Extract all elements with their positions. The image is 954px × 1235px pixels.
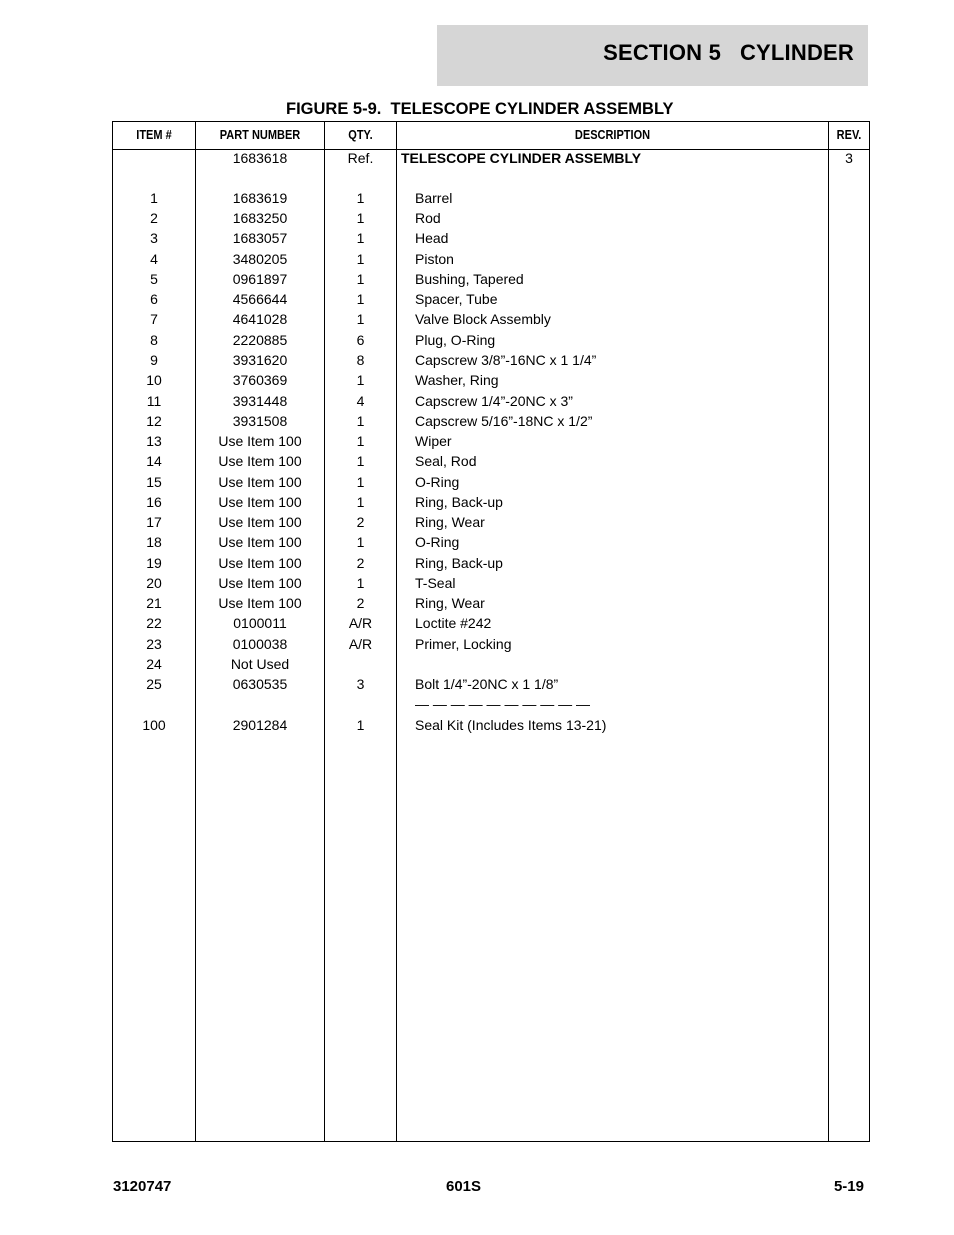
item-cell: 100 bbox=[142, 717, 166, 733]
table-row bbox=[113, 391, 869, 411]
part-number-cell: Use Item 100 bbox=[218, 555, 302, 571]
qty-cell: 1 bbox=[356, 717, 365, 733]
description-cell: Ring, Back-up bbox=[415, 494, 503, 510]
part-number-cell: 3931508 bbox=[232, 413, 288, 429]
part-number-cell: Use Item 100 bbox=[218, 514, 302, 530]
table-row bbox=[113, 634, 869, 654]
description-cell: Plug, O-Ring bbox=[415, 332, 496, 348]
item-cell: 1 bbox=[150, 190, 158, 206]
description-cell: Capscrew 5/16”-18NC x 1/2” bbox=[415, 413, 593, 429]
table-row bbox=[113, 694, 869, 714]
rev-cell: 3 bbox=[845, 150, 853, 166]
qty-cell: 1 bbox=[356, 494, 365, 510]
item-cell: 24 bbox=[146, 656, 162, 672]
qty-cell: 1 bbox=[356, 413, 365, 429]
part-number-cell: 3760369 bbox=[232, 372, 288, 388]
table-row bbox=[113, 289, 869, 309]
part-number-cell: 3931620 bbox=[232, 352, 288, 368]
description-cell: Valve Block Assembly bbox=[415, 311, 551, 327]
qty-cell: 1 bbox=[356, 433, 365, 449]
table-row bbox=[113, 228, 869, 248]
description-cell: Head bbox=[415, 230, 449, 246]
part-number-cell: 2220885 bbox=[232, 332, 288, 348]
qty-cell: A/R bbox=[348, 615, 373, 631]
description-cell: Seal Kit (Includes Items 13-21) bbox=[415, 717, 607, 733]
qty-cell: 2 bbox=[356, 555, 365, 571]
qty-cell: 1 bbox=[356, 291, 365, 307]
item-cell: 25 bbox=[146, 676, 162, 692]
table-row bbox=[113, 573, 869, 593]
description-cell: Ring, Back-up bbox=[415, 555, 503, 571]
footer-page-number: 5-19 bbox=[833, 1178, 864, 1195]
item-cell: 14 bbox=[146, 453, 162, 469]
part-number-cell: Use Item 100 bbox=[218, 534, 302, 550]
part-number-cell: 0100011 bbox=[233, 615, 287, 631]
item-cell: 5 bbox=[150, 271, 158, 287]
table-row bbox=[113, 431, 869, 451]
description-cell: Ring, Wear bbox=[415, 514, 485, 530]
item-cell: 15 bbox=[146, 474, 162, 490]
qty-cell: 1 bbox=[356, 190, 365, 206]
item-cell: 8 bbox=[150, 332, 158, 348]
item-cell: 20 bbox=[146, 575, 162, 591]
item-cell: 12 bbox=[146, 413, 162, 429]
table-row bbox=[113, 269, 869, 289]
part-number-cell: Use Item 100 bbox=[218, 575, 302, 591]
description-cell: O-Ring bbox=[415, 474, 460, 490]
column-header-part-number: PART NUMBER bbox=[219, 128, 301, 142]
part-number-cell: Use Item 100 bbox=[218, 494, 302, 510]
description-cell: Ring, Wear bbox=[415, 595, 485, 611]
table-row bbox=[113, 188, 869, 208]
item-cell: 2 bbox=[150, 210, 158, 226]
table-row bbox=[113, 330, 869, 350]
table-row bbox=[113, 451, 869, 471]
part-number-cell: 1683250 bbox=[232, 210, 288, 226]
table-row bbox=[113, 532, 869, 552]
part-number-cell: 3931448 bbox=[232, 393, 288, 409]
qty-cell: 1 bbox=[356, 534, 365, 550]
description-cell: — — — — — — — — — — bbox=[415, 696, 591, 712]
description-cell: Spacer, Tube bbox=[415, 291, 498, 307]
description-cell: Seal, Rod bbox=[415, 453, 477, 469]
qty-cell: 2 bbox=[356, 514, 365, 530]
item-cell: 17 bbox=[146, 514, 162, 530]
item-cell: 13 bbox=[146, 433, 162, 449]
description-cell: Piston bbox=[415, 251, 454, 267]
item-cell: 7 bbox=[150, 311, 158, 327]
part-number-cell: 4566644 bbox=[232, 291, 288, 307]
item-cell: 4 bbox=[150, 251, 158, 267]
part-number-cell: Use Item 100 bbox=[218, 474, 302, 490]
column-header-rev: REV. bbox=[836, 128, 862, 142]
section-header-band bbox=[437, 25, 868, 86]
qty-cell: 4 bbox=[356, 393, 365, 409]
qty-cell: 2 bbox=[356, 595, 365, 611]
qty-cell: 1 bbox=[356, 311, 365, 327]
part-number-cell: 2901284 bbox=[232, 717, 288, 733]
section-title: SECTION 5 CYLINDER bbox=[603, 40, 854, 65]
item-cell: 9 bbox=[150, 352, 158, 368]
part-number-cell: 1683057 bbox=[232, 230, 288, 246]
table-row bbox=[113, 715, 869, 735]
part-number-cell: 0630535 bbox=[232, 676, 288, 692]
qty-cell: 3 bbox=[356, 676, 365, 692]
item-cell: 23 bbox=[146, 636, 162, 652]
item-cell: 21 bbox=[146, 595, 162, 611]
table-row bbox=[113, 492, 869, 512]
table-row bbox=[113, 148, 869, 168]
column-header-qty: QTY. bbox=[348, 128, 373, 142]
qty-cell: 1 bbox=[356, 372, 365, 388]
table-row bbox=[113, 309, 869, 329]
qty-cell: 1 bbox=[356, 210, 365, 226]
description-cell: Bushing, Tapered bbox=[415, 271, 524, 287]
qty-cell: 1 bbox=[356, 271, 365, 287]
table-row bbox=[113, 553, 869, 573]
description-cell: Capscrew 3/8”-16NC x 1 1/4” bbox=[415, 352, 597, 368]
column-header-description: DESCRIPTION bbox=[574, 128, 651, 142]
parts-table bbox=[112, 121, 870, 1142]
item-cell: 18 bbox=[146, 534, 162, 550]
item-cell: 6 bbox=[150, 291, 158, 307]
part-number-cell: 4641028 bbox=[232, 311, 288, 327]
figure-title: FIGURE 5-9. TELESCOPE CYLINDER ASSEMBLY bbox=[286, 100, 674, 118]
description-cell: Capscrew 1/4”-20NC x 3” bbox=[415, 393, 573, 409]
part-number-cell: Use Item 100 bbox=[218, 433, 302, 449]
description-cell: Wiper bbox=[415, 433, 452, 449]
qty-cell: 1 bbox=[356, 575, 365, 591]
description-cell: TELESCOPE CYLINDER ASSEMBLY bbox=[401, 150, 642, 166]
table-row bbox=[113, 613, 869, 633]
part-number-cell: 3480205 bbox=[232, 251, 288, 267]
part-number-cell: Use Item 100 bbox=[218, 595, 302, 611]
item-cell: 3 bbox=[150, 230, 158, 246]
table-row bbox=[113, 593, 869, 613]
qty-cell: 6 bbox=[356, 332, 365, 348]
qty-cell: 1 bbox=[356, 474, 365, 490]
table-row bbox=[113, 654, 869, 674]
part-number-cell: Not Used bbox=[230, 656, 290, 672]
description-cell: Rod bbox=[415, 210, 441, 226]
item-cell: 19 bbox=[146, 555, 162, 571]
description-cell: Primer, Locking bbox=[415, 636, 512, 652]
description-cell: Washer, Ring bbox=[415, 372, 499, 388]
qty-cell: 1 bbox=[356, 453, 365, 469]
table-row bbox=[113, 370, 869, 390]
item-cell: 11 bbox=[146, 393, 162, 409]
qty-cell: A/R bbox=[348, 636, 373, 652]
qty-cell: 1 bbox=[356, 230, 365, 246]
column-header-item: ITEM # bbox=[136, 128, 172, 142]
item-cell: 22 bbox=[146, 615, 162, 631]
table-row bbox=[113, 350, 869, 370]
footer-model: 601S bbox=[446, 1178, 482, 1195]
qty-cell: 1 bbox=[356, 251, 365, 267]
qty-cell: 8 bbox=[356, 352, 365, 368]
item-cell: 10 bbox=[146, 372, 162, 388]
part-number-cell: 0961897 bbox=[232, 271, 288, 287]
table-row bbox=[113, 249, 869, 269]
part-number-cell: Use Item 100 bbox=[218, 453, 302, 469]
description-cell: O-Ring bbox=[415, 534, 460, 550]
qty-cell: Ref. bbox=[347, 150, 374, 166]
footer-document-number: 3120747 bbox=[113, 1178, 172, 1195]
description-cell: T-Seal bbox=[415, 575, 456, 591]
table-row bbox=[113, 674, 869, 694]
table-row bbox=[113, 472, 869, 492]
part-number-cell: 0100038 bbox=[232, 636, 288, 652]
part-number-cell: 1683619 bbox=[232, 190, 288, 206]
description-cell: Loctite #242 bbox=[415, 615, 492, 631]
table-row bbox=[113, 512, 869, 532]
table-row bbox=[113, 208, 869, 228]
description-cell: Barrel bbox=[415, 190, 453, 206]
description-cell: Bolt 1/4”-20NC x 1 1/8” bbox=[415, 676, 559, 692]
part-number-cell: 1683618 bbox=[232, 150, 288, 166]
item-cell: 16 bbox=[146, 494, 162, 510]
table-row bbox=[113, 411, 869, 431]
